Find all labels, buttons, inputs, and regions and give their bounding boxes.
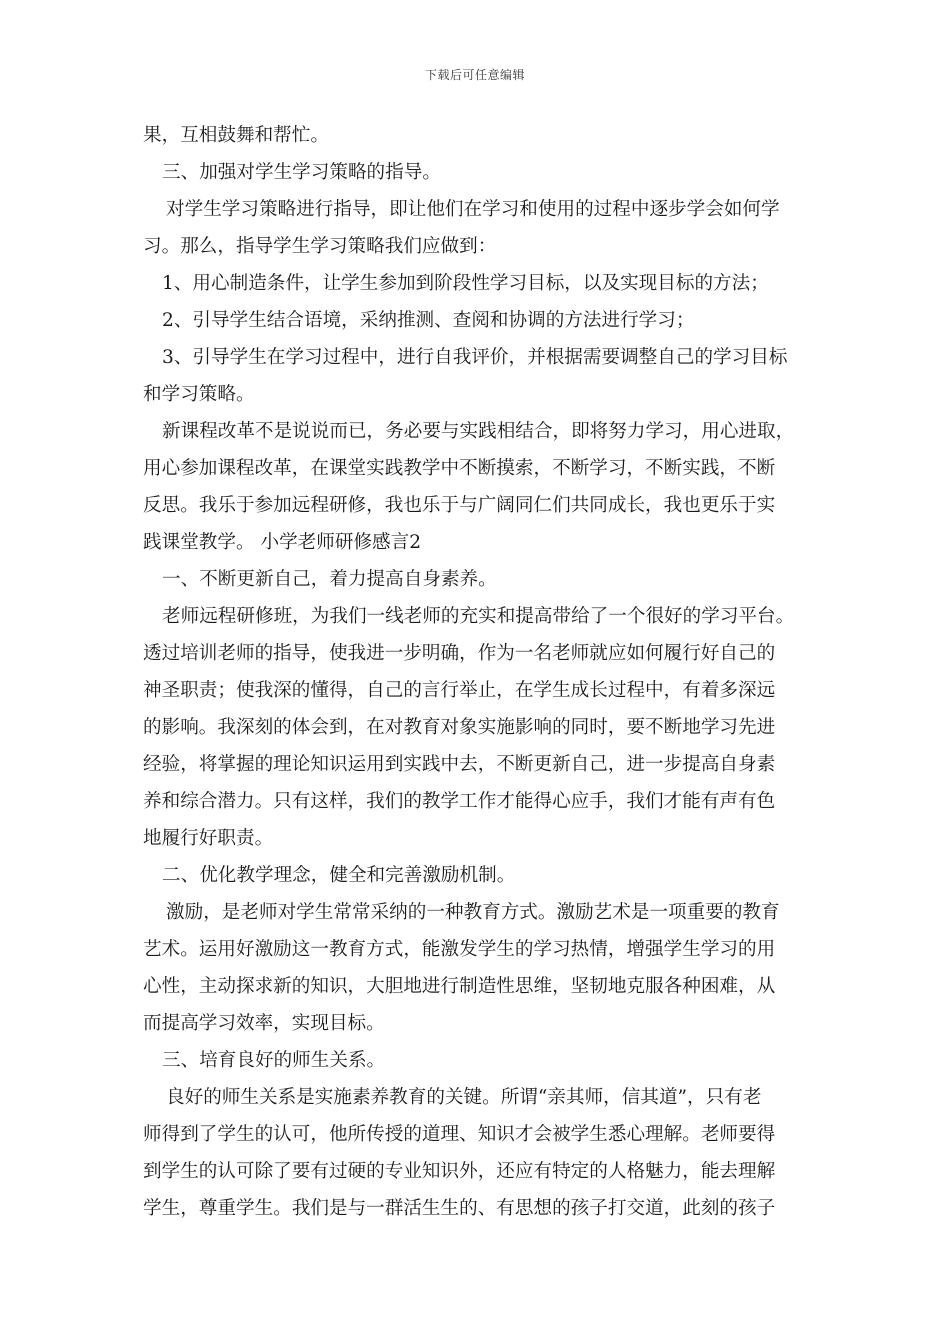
text-line: 老师远程研修班，为我们一线老师的充实和提高带给了一个很好的学习平台。	[162, 606, 795, 627]
text-line: 经验，将掌握的理论知识运用到实践中去，不断更新自己，进一步提高自身素	[143, 754, 776, 775]
section-heading: 二、优化教学理念，健全和完善激励机制。	[162, 865, 516, 886]
text-line: 心性，主动探求新的知识，大胆地进行制造性思维，坚韧地克服各种困难，从	[143, 976, 776, 997]
list-item: 3、引导学生在学习过程中，进行自我评价，并根据需要调整自己的学习目标	[162, 347, 788, 368]
text-line: 透过培训老师的指导，使我进一步明确，作为一名老师就应如何履行好自己的	[143, 643, 776, 664]
text-line: 果，互相鼓舞和帮忙。	[143, 125, 329, 146]
text-line: 用心参加课程改革，在课堂实践教学中不断摸索，不断学习，不断实践，不断	[143, 458, 776, 479]
text-line: 神圣职责；使我深的懂得，自己的言行举止，在学生成长过程中，有着多深远	[143, 680, 776, 701]
section-heading: 三、培育良好的师生关系。	[162, 1050, 386, 1071]
text-line: 激励，是老师对学生常常采纳的一种教育方式。激励艺术是一项重要的教育	[166, 902, 780, 923]
text-line: 艺术。运用好激励这一教育方式，能激发学生的学习热情，增强学生学习的用	[143, 939, 776, 960]
list-item: 2、引导学生结合语境，采纳推测、查阅和协调的方法进行学习；	[162, 310, 695, 331]
text-line: 习。那么，指导学生学习策略我们应做到：	[143, 236, 497, 257]
text-line: 到学生的认可除了要有过硬的专业知识外，还应有特定的人格魅力，能去理解	[143, 1161, 776, 1182]
download-editable-note: 下载后可任意编辑	[424, 68, 525, 82]
section-heading: 三、加强对学生学习策略的指导。	[162, 162, 441, 183]
text-line: 而提高学习效率，实现目标。	[143, 1013, 385, 1034]
text-line: 反思。我乐于参加远程研修，我也乐于与广阔同仁们共同成长，我也更乐于实	[143, 495, 776, 516]
text-line: 养和综合潜力。只有这样，我们的教学工作才能得心应手，我们才能有声有色	[143, 791, 776, 812]
text-line: 师得到了学生的认可，他所传授的道理、知识才会被学生悉心理解。老师要得	[143, 1124, 776, 1145]
document-body	[143, 117, 811, 1227]
text-line: 地履行好职责。	[143, 828, 274, 849]
text-line: 践课堂教学。 小学老师研修感言2	[143, 532, 422, 553]
section-heading: 一、不断更新自己，着力提高自身素养。	[162, 569, 497, 590]
text-line: 学生，尊重学生。我们是与一群活生生的、有思想的孩子打交道，此刻的孩子	[143, 1198, 776, 1219]
text-line: 的影响。我深刻的体会到，在对教育对象实施影响的同时，要不断地学习先进	[143, 717, 776, 738]
text-line: 对学生学习策略进行指导，即让他们在学习和使用的过程中逐步学会如何学	[166, 199, 780, 220]
text-line: 和学习策略。	[143, 384, 255, 405]
text-line: 良好的师生关系是实施素养教育的关键。所谓“亲其师，信其道”，只有老	[166, 1087, 762, 1108]
list-item: 1、用心制造条件，让学生参加到阶段性学习目标，以及实现目标的方法；	[162, 273, 769, 294]
text-line: 新课程改革不是说说而已，务必要与实践相结合，即将努力学习，用心进取，	[162, 421, 795, 442]
